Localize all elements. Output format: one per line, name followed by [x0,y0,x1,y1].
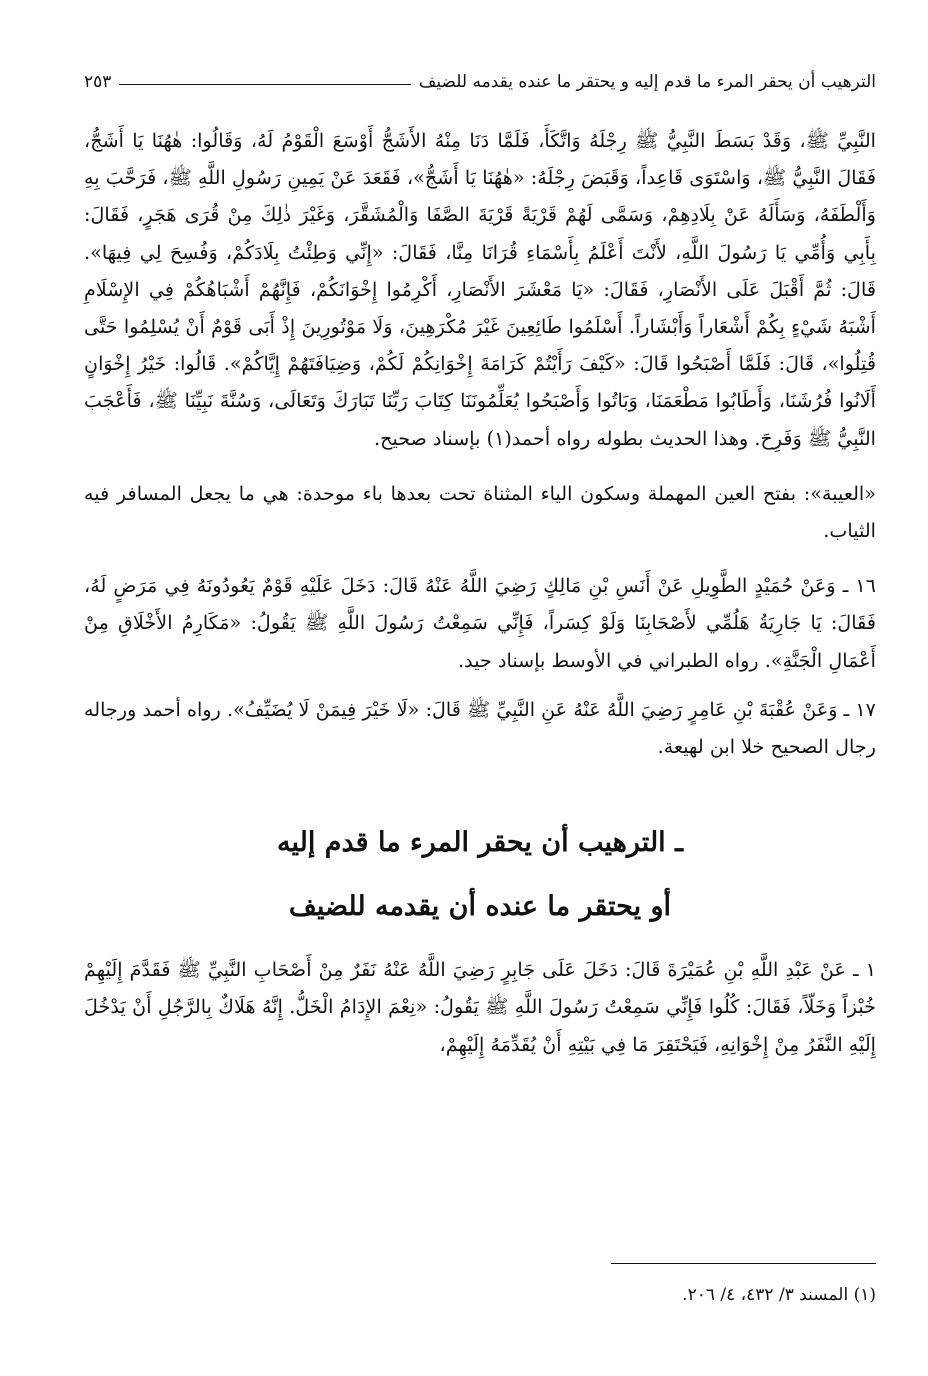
hadith-17: ١٧ ـ وَعَنْ عُقْبَةَ بْنِ عَامِرٍ رَضِيَ اللَّهُ عَنْهُ عَنِ النَّبِيِّ ﷺ قَالَ: «لَا خَيْرَ فِيمَنْ لَا يُضَيِّفُ». رواه أحمد ورجاله رجال الصحيح خلا ابن لهيعة. [84,697,876,759]
main-text: النَّبِيِّ ﷺ، وَقَدْ بَسَطَ النَّبِيُّ ﷺ رِجْلَهُ وَاتَّكَأَ، فَلَمَّا دَنَا مِنْهُ الأَشَجُّ أَوْسَعَ الْقَوْمُ لَهُ، وَقَالُوا: هٰهُنَا يَا أَشَجُّ، فَقَالَ النَّبِيُّ ﷺ، وَاسْتَوَى قَاعِداً، وَقَبَضَ رِجْلَهُ: «هٰهُنَا يَا أَشَجُّ»، فَقَعَدَ عَنْ يَمِينِ رَسُولِ اللَّهِ ﷺ، فَرَحَّبَ بِهِ وَأَلْطَفَهُ، وَسَأَلَهُ عَنْ بِلَادِهِمْ، وَسَمَّى لَهُمْ قَرْيَةً قَرْيَةَ الصَّفَا وَالْمُشَقَّرَ، وَغَيْرَ ذٰلِكَ مِنْ قُرَى هَجَرٍ، فَقَالَ: بِأَبِي وَأُمِّي يَا رَسُولَ اللَّهِ، لأَنْتَ أَعْلَمُ بِأَسْمَاءِ قُرَانَا مِنَّا، فَقَالَ: «إِنِّي وَطِئْتُ بِلَادَكُمْ، وَفُسِحَ لِي فِيهَا». قَالَ: ثُمَّ أَقْبَلَ عَلَى الأَنْصَارِ، فَقَالَ: «يَا مَعْشَرَ الأَنْصَارِ، أَكْرِمُوا إِخْوَانَكُمْ، فَإِنَّهُمْ أَشْبَاهُكُمْ فِي الإِسْلَامِ أَشْبَهُ شَيْءٍ بِكُمْ أَشْعَاراً وَأَبْشَاراً. أَسْلَمُوا طَائِعِينَ غَيْرَ مُكْرَهِينَ، وَلَا مَوْتُورِينَ إِذْ أَبَى قَوْمٌ أَنْ يُسْلِمُوا حَتَّى قُتِلُوا»، قَالَ: فَلَمَّا أَصْبَحُوا قَالَ: «كَيْفَ رَأَيْتُمْ كَرَامَةَ إِخْوَانِكُمْ لَكُمْ، وَضِيَافَتَهُمْ إِيَّاكُمْ». قَالُوا: خَيْرُ إِخْوَانٍ أَلَانُوا فُرُشَنَا، وَأَطَابُوا مَطْعَمَنَا، وَبَاتُوا وَأَصْبَحُوا يُعَلِّمُونَنَا كِتَابَ رَبِّنَا تَبَارَكَ وَتَعَالَى، وَسُنَّةَ نَبِيِّنَا ﷺ، فَأَعْجَبَ النَّبِيُّ ﷺ وَفَرِحَ. وهذا الحديث بطوله رواه أحمد(١) بإسناد صحيح. [84,129,876,450]
footnote: (١) المسند ٣/ ٤٣٢، ٤/ ٢٠٦. [682,1285,876,1305]
page-number: ٢٥٣ [84,72,112,92]
footnote-rule [611,1263,876,1264]
hadith-16: ١٦ ـ وَعَنْ حُمَيْدٍ الطَّوِيلِ عَنْ أَنَسِ بْنِ مَالِكٍ رَضِيَ اللَّهُ عَنْهُ قَالَ: دَخَلَ عَلَيْهِ قَوْمٌ يَعُودُونَهُ فِي مَرَضٍ لَهُ، فَقَالَ: يَا جَارِيَةُ هَلُمِّي لأَصْحَابِنَا وَلَوْ كِسَراً، فَإِنِّي سَمِعْتُ رَسُولَ اللَّهِ ﷺ يَقُولُ: «مَكَارِمُ الأَخْلَاقِ مِنْ أَعْمَالِ الْجَنَّةِ». رواه الطبراني في الأوسط بإسناد جيد. [84,574,876,672]
section-heading-line-2: أو يحتقر ما عنده أن يقدمه للضيف [288,891,672,923]
running-header [84,60,876,104]
header-title: الترهيب أن يحقر المرء ما قدم إليه و يحتقر ما عنده يقدمه للضيف [418,72,876,92]
page [84,60,876,1063]
hadith-1: ١ ـ عَنْ عَبْدِ اللَّهِ بْنِ عُمَيْرَةَ قَالَ: دَخَلَ عَلَى جَابِرٍ رَضِيَ اللَّهُ عَنْهُ نَفَرٌ مِنْ أَصْحَابِ النَّبِيِّ ﷺ فَقَدَّمَ إِلَيْهِمْ خُبْزاً وَخَلّاً، فَقَالَ: كُلُوا فَإِنِّي سَمِعْتُ رَسُولَ اللَّهِ ﷺ يَقُولُ: «نِعْمَ الإِدَامُ الْخَلُّ. إِنَّهُ هَلَاكٌ بِالرَّجُلِ أَنْ يَدْخُلَ إِلَيْهِ النَّفَرُ مِنْ إِخْوَانِهِ، فَيَحْتَقِرَ مَا فِي بَيْتِهِ أَنْ يُقَدِّمَهُ إِلَيْهِمْ، [84,958,876,1056]
gloss-paragraph: «العيبة»: بفتح العين المهملة وسكون الياء المثناة تحت بعدها باء موحدة: هي ما يجعل المسافر فيه الثياب. [84,481,876,543]
section-heading-line-1: ـ الترهيب أن يحقر المرء ما قدم إليه [277,827,683,859]
header-rule [119,84,410,85]
section-heading [84,811,876,939]
